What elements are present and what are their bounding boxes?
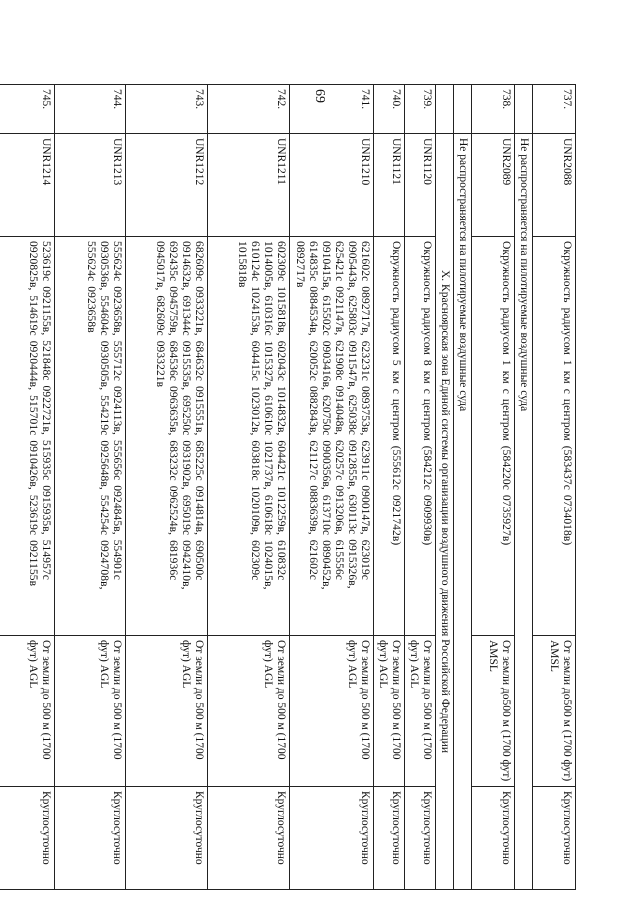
table-row	[0, 85, 55, 890]
operating-time: Круглосуточно	[208, 787, 290, 890]
table-row	[208, 85, 290, 890]
note-blank-cell	[454, 85, 472, 134]
area-description: 682609с 0933221в, 684632с 0915551в, 685225с 0914814в, 690500с 0914632в, 691344с 0915535в, 695250с 0931902в, 695019с 0942410в, 692435с 0945759в, 684536с 0963635в, 683232с 0962524в, 681936с 0945017в, 682609с 0933221в	[126, 237, 208, 636]
airspace-code: UNR2088	[533, 134, 576, 237]
altitude-limits: От земли до 500 м (1700 фут) AGL	[55, 636, 126, 787]
operating-time: Круглосуточно	[126, 787, 208, 890]
operating-time: Круглосуточно	[290, 787, 374, 890]
area-description: Окружность радиусом 8 км с центром (584212с 0909930в)	[405, 237, 436, 636]
operating-time: Круглосуточно	[0, 787, 55, 890]
page-number: 69	[312, 89, 327, 103]
row-number: 739.	[405, 85, 436, 134]
table-row	[405, 85, 436, 890]
airspace-code: UNR1211	[208, 134, 290, 237]
airspace-code: UNR1213	[55, 134, 126, 237]
row-number: 740.	[374, 85, 405, 134]
area-description: 555624с 0923658в, 555712с 0924113в, 555656с 0924845в, 554901с 0930536в, 554604с 0930505в, 554219с 0925648в, 554254с 0924708в, 555624с 0923658в	[55, 237, 126, 636]
note-row	[454, 85, 472, 890]
row-number: 743.	[126, 85, 208, 134]
area-description: Окружность радиусом 5 км с центром (555612с 0921742в)	[374, 237, 405, 636]
operating-time: Круглосуточно	[55, 787, 126, 890]
row-number: 744.	[55, 85, 126, 134]
airspace-code: UNR2089	[472, 134, 515, 237]
row-number: 745.	[0, 85, 55, 134]
area-description: Окружность радиусом 1 км с центром (584220с 0735927в)	[472, 237, 515, 636]
altitude-limits: От земли до500 м (1700 фут) AMSL	[533, 636, 576, 787]
rotated-table-wrapper	[27, 84, 576, 890]
note-text: Не распространяется на пилотируемые воздушные суда	[454, 134, 472, 890]
row-number: 738.	[472, 85, 515, 134]
airspace-code: UNR1120	[405, 134, 436, 237]
operating-time: Круглосуточно	[533, 787, 576, 890]
altitude-limits: От земли до 500 м (1700 фут) AGL	[208, 636, 290, 787]
note-blank-cell	[515, 85, 533, 134]
area-description: 602309с 1015818в, 602043с 1014832в, 604421с 1012259в, 610832с 1014005в, 610316с 1015327в, 610610с 1021737в, 610618с 1024015в, 610124с 1024153в, 604415с 1023012в, 603818с 1020109в, 602309с 1015818в	[208, 237, 290, 636]
table-row	[55, 85, 126, 890]
altitude-limits: От земли до 500 м (1700 фут) AGL	[290, 636, 374, 787]
zone-blank-cell	[436, 85, 454, 134]
airspace-code: UNR1214	[0, 134, 55, 237]
table-row	[374, 85, 405, 890]
area-description: Окружность радиусом 1 км с центром (583437с 0734018в)	[533, 237, 576, 636]
altitude-limits: От земли до 500 м (1700 фут) AGL	[0, 636, 55, 787]
airspace-code: UNR1121	[374, 134, 405, 237]
altitude-limits: От земли до 500 м (1700 фут) AGL	[126, 636, 208, 787]
zone-heading-row	[436, 85, 454, 890]
operating-time: Круглосуточно	[405, 787, 436, 890]
table-row	[126, 85, 208, 890]
altitude-limits: От земли до 500 м (1700 фут) AGL	[374, 636, 405, 787]
airspace-code: UNR1210	[290, 134, 374, 237]
table-row	[533, 85, 576, 890]
altitude-limits: От земли до500 м (1700 фут) AMSL	[472, 636, 515, 787]
operating-time: Круглосуточно	[374, 787, 405, 890]
note-text: Не распространяется на пилотируемые воздушные суда	[515, 134, 533, 890]
operating-time: Круглосуточно	[472, 787, 515, 890]
airspace-code: UNR1212	[126, 134, 208, 237]
area-description: 523619с 0921155в, 521848с 0922721в, 515935с 0915935в, 514957с 0920825в, 514619с 0920444в, 515701с 0910426в, 523619с 0921155в	[0, 237, 55, 636]
table-row	[472, 85, 515, 890]
row-number: 737.	[533, 85, 576, 134]
note-row	[515, 85, 533, 890]
altitude-limits: От земли до 500 м (1700 фут) AGL	[405, 636, 436, 787]
zone-heading: X. Красноярская зона Единой системы организации воздушного движения Российской Федерации	[436, 134, 454, 890]
table-row	[290, 85, 374, 890]
airspace-table	[0, 84, 576, 890]
row-number: 742.	[208, 85, 290, 134]
area-description: 621602с 0892717в, 623231с 0893753в, 623911с 0900147в, 623019с 0905443в, 625803с 0911547в, 625038с 0912855в, 630113с 0915326в, 625421с 0921147в, 621908с 0914048в, 620257с 0913206в, 615556с 0910415в, 615502с 0903416в, 620750с 0900356в, 613710с 0890452в, 614835с 0884534в, 620052с 0882843в, 621127с 0883639в, 621602с 0892717в	[290, 237, 374, 636]
row-number: 741.	[290, 85, 374, 134]
